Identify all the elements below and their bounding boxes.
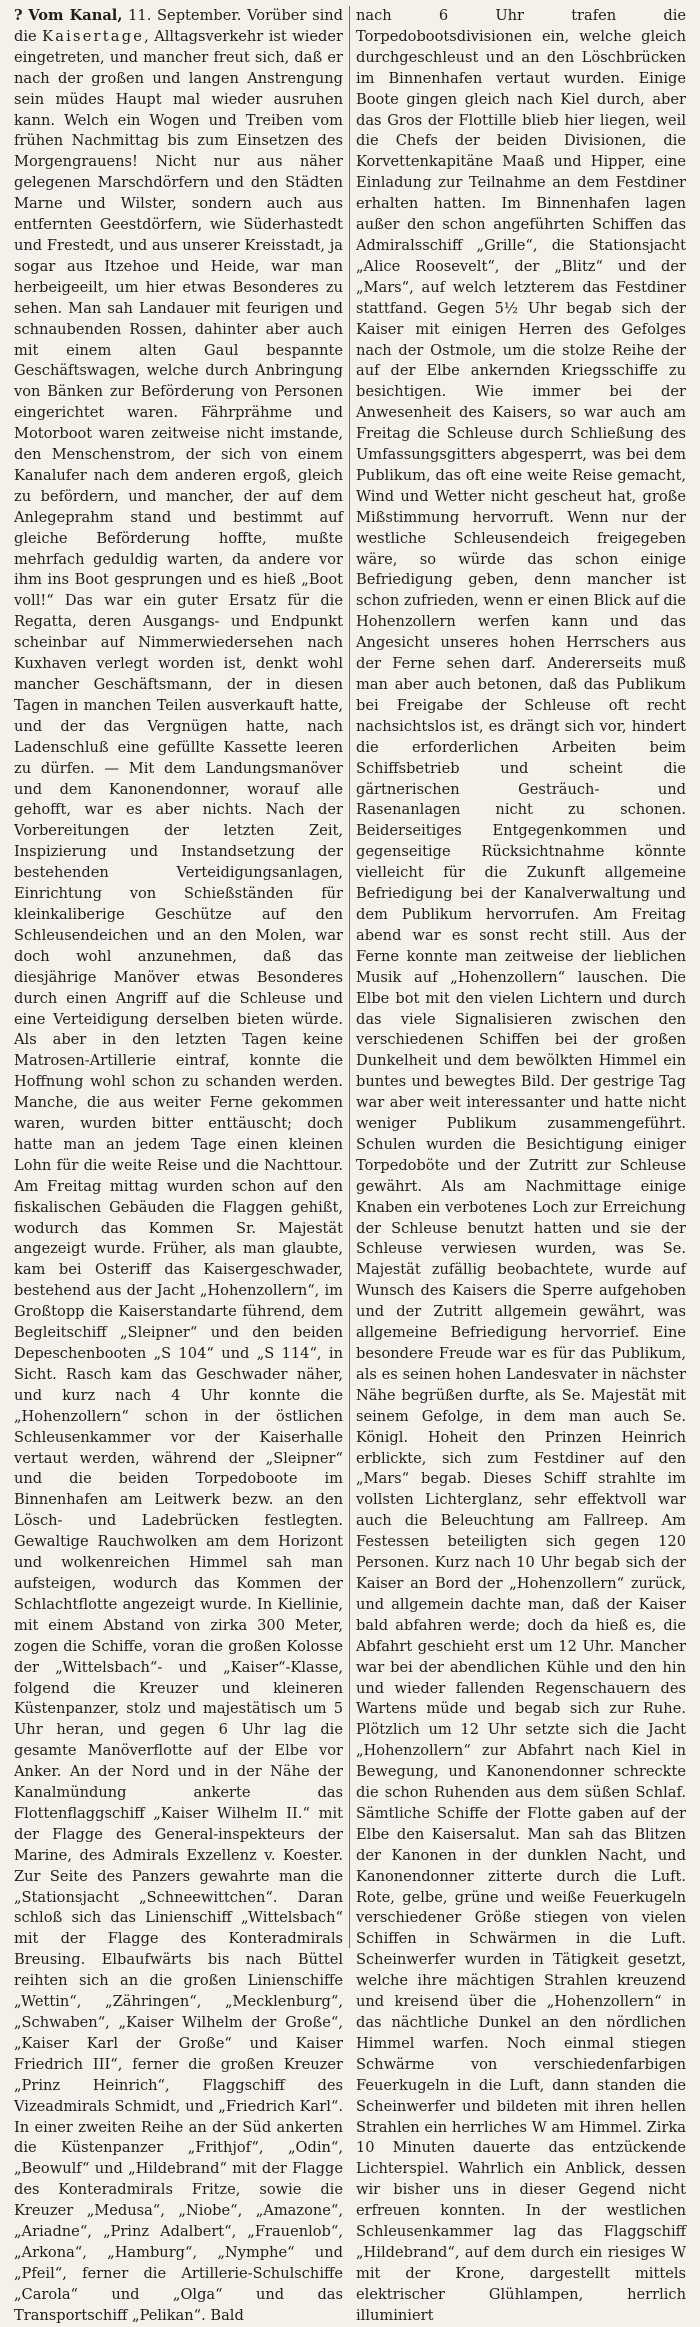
article-headline: Vom Kanal, xyxy=(28,7,123,24)
article-mark: ? xyxy=(14,7,23,24)
article-paragraph-right: nach 6 Uhr trafen die Torpedobootsdivisionen ein, welche gleich durchgeschleust und an den Löschbrücken im Binnenhafen vertaut wurden. Einige Boote gingen gleich nach Kiel durch, aber das Gros der Flottille blieb hier liegen, weil die Chefs der beiden Divisionen, die Korvettenkapitäne Maaß und Hipper, eine Einladung zur Teilnahme an dem Festdiner erhalten hatten. Im Binnenhafen lagen außer den schon angeführten Schiffen das Admiralsschiff „Grille“, die Stationsjacht „Alice Roosevelt“, der „Blitz“ und der „Mars“, auf welch letzterem das Festdiner stattfand. Gegen 5½ Uhr begab sich der Kaiser mit einigen Herren des Gefolges nach der Ostmole, um die stolze Reihe der auf der Elbe ankernden Kriegsschiffe zu besichtigen. Wie immer bei der Anwesenheit des Kaisers, so war auch am Freitag die Schleuse durch Schließung des Umfassungsgitters abgesperrt, was bei dem Publikum, das oft eine weite Reise gemacht, Wind und Wetter nicht gescheut hat, große Mißstimmung hervorruft. Wenn nur der westliche Schleusendeich freigegeben wäre, so würde das schon einige Befriedigung geben, denn mancher ist schon zufrieden, wenn er einen Blick auf die Hohenzollern werfen kann und das Angesicht unseres hohen Herrschers aus der Ferne sehen darf. Andererseits muß man aber auch betonen, daß das Publikum bei Freigabe der Schleuse oft recht nachsichtslos ist, es drängt sich vor, hindert die erforderlichen Arbeiten beim Schiffsbetrieb und scheint die gärtnerischen Gesträuch- und Rasenanlagen nicht zu schonen. Beiderseitiges Entgegenkommen und gegenseitige Rücksichtnahme könnte vielleicht für die Zukunft allgemeine Befriedigung bei der Kanalverwaltung und dem Publikum hervorrufen. Am Freitag abend war es sonst recht still. Aus der Ferne konnte man zeitweise der lieblichen Musik auf „Hohenzollern“ lauschen. Die Elbe bot mit den vielen Lichtern und durch das viele Signalisieren zwischen den verschiedenen Schiffen bei der großen Dunkelheit und dem bewölkten Himmel ein buntes und bewegtes Bild. Der gestrige Tag war aber weit interessanter und hatte nicht weniger Publikum zusammengeführt. Schulen wurden die Besichtigung einiger Torpedoböte und der Zutritt zur Schleuse gewährt. Als am Nachmittage einige Knaben ein verbotenes Loch zur Erreichung der Schleuse benutzt hatten und sie der Schleuse verwiesen wurden, was Se. Majestät zufällig beobachtete, wurde auf Wunsch des Kaisers die Sperre aufgehoben und der Zutritt allgemein gewährt, was allgemeine Befriedigung hervorrief. Eine besondere Freude war es für das Publikum, als es seinen hohen Landesvater in nächster Nähe begrüßen durfte, als Se. Majestät mit seinem Gefolge, in dem man auch Se. Königl. Hoheit den Prinzen Heinrich erblickte, sich zum Festdiner auf den „Mars“ begab. Dieses Schiff strahlte im vollsten Lichterglanz, sehr effektvoll war auch die Beleuchtung am Fallreep. Am Festessen beteiligten sich gegen 120 Personen. Kurz nach 10 Uhr begab sich der Kaiser an Bord der „Hohenzollern“ zurück, und allgemein dachte man, daß der Kaiser bald abfahren werde; doch da hieß es, die Abfahrt geschieht erst um 12 Uhr. Mancher war bei der abendlichen Kühle und den hin und wieder fallenden Regenschauern des Wartens müde und begab sich zur Ruhe. Plötzlich um 12 Uhr setzte sich die Jacht „Hohenzollern“ zur Abfahrt nach Kiel in Bewegung, und Kanonendonner schreckte die schon Ruhenden aus dem süßen Schlaf. Sämtliche Schiffe der Flotte gaben auf der Elbe den Kaisersalut. Man sah das Blitzen der Kanonen in der dunklen Nacht, und Kanonendonner zitterte durch die Luft. Rote, gelbe, grüne und weiße Feuerkugeln verschiedener Größe stiegen von vielen Schiffen in Schwärmen in die Luft. Scheinwerfer wurden in Tätigkeit gesetzt, welche ihre mächtigen Strahlen kreuzend und kreisend über die „Hohenzollern“ in das nächtliche Dunkel an den nördlichen Himmel warfen. Noch einmal stiegen Schwärme von verschiedenfarbigen Feuerkugeln in die Luft, dann standen die Scheinwerfer und bildeten mit ihren hellen Strahlen ein herrliches W am Himmel. Zirka 10 Minuten dauerte das entzückende Lichterspiel. Wahrlich ein Anblick, dessen wir bisher uns in dieser Gegend nicht erfreuen konnten. In der westlichen Schleusenkammer lag das Flaggschiff „Hildebrand“, auf dem durch ein riesiges W mit der Krone, dargestellt mittels elektrischer Glühlampen, herrlich illuminiert xyxy=(356,7,687,2324)
article-date: 11. September. xyxy=(128,7,242,24)
article-intro: Vorüber sind die xyxy=(14,7,344,45)
column-right xyxy=(350,6,692,2324)
column-left xyxy=(8,6,350,2324)
spaced-word: Kaisertage xyxy=(42,27,145,45)
article-paragraph-left xyxy=(14,6,343,2327)
article-text-left: , Alltagsverkehr ist wieder eingetreten, und mancher freut sich, daß er nach der großen und langen Anstrengung sein müdes Haupt mal wieder ausruhen kann. Welch ein Wogen und Treiben vom frühen Nachmittag bis zum Einsetzen des Morgengrauens! Nicht nur aus näher gelegenen Marschdörfern und den Städten Marne und Wilster, sondern auch aus entfernten Geestdörfern, wie Süderhastedt und Frestedt, und aus unserer Kreisstadt, ja sogar aus Itzehoe und Heide, war man herbeigeeilt, um hier etwas Besonderes zu sehen. Man sah Landauer mit feurigen und schnaubenden Rossen, dahinter aber auch mit einem alten Gaul bespannte Geschäftswagen, welche durch Anbringung von Bänken zur Beförderung von Personen eingerichtet waren. Fährprähme und Motorboot waren zeitweise nicht imstande, den Menschenstrom, der sich von einem Kanalufer nach dem anderen ergoß, gleich zu befördern, und mancher, der auf dem Anlegeprahm stand und bestimmt auf gleiche Beförderung hoffte, mußte mehrfach geduldig warten, da andere vor ihm ins Boot gesprungen und es hieß „Boot voll!“ Das war ein guter Ersatz für die Regatta, deren Ausgangs- und Endpunkt scheinbar auf Nimmerwiedersehen nach Kuxhaven verlegt worden ist, denkt wohl mancher Geschäftsmann, der in diesen Tagen in manchen Teilen ausverkauft hatte, und der das Vergnügen hatte, nach Ladenschluß eine gefüllte Kassette leeren zu dürfen. — Mit dem Landungsmanöver und dem Kanonendonner, worauf alle gehofft, war es aber nichts. Nach der Vorbereitungen der letzten Zeit, Inspizierung und Instandsetzung der bestehenden Verteidigungsanlagen, Einrichtung von Schießständen für kleinkaliberige Geschütze auf den Schleusendeichen und an den Molen, war doch wohl anzunehmen, daß das diesjährige Manöver etwas Besonderes durch einen Angriff auf die Schleuse und eine Verteidigung derselben bieten würde. Als aber in den letzten Tagen keine Matrosen-Artillerie eintraf, konnte die Hoffnung wohl schon zu schanden werden. Manche, die aus weiter Ferne gekommen waren, wurden bitter enttäuscht; doch hatte man an jedem Tage einen kleinen Lohn für die weite Reise und die Nachttour. Am Freitag mittag wurden schon auf den fiskalischen Gebäuden die Flaggen gehißt, wodurch das Kommen Sr. Majestät angezeigt wurde. Früher, als man glaubte, kam bei Osteriff das Kaisergeschwader, bestehend aus der Jacht „Hohenzollern“, im Großtopp die Kaiserstandarte führend, dem Begleitschiff „Sleipner“ und den beiden Depeschenbooten „S 104“ und „S 114“, in Sicht. Rasch kam das Geschwader näher, und kurz nach 4 Uhr konnte die „Hohenzollern“ schon in der östlichen Schleusenkammer vor der Kaiserhalle vertaut werden, während der „Sleipner“ und die beiden Torpedoboote im Binnenhafen am Leitwerk bezw. an den Lösch- und Ladebrücken festlegten. Gewaltige Rauchwolken am dem Horizont und wolkenreichen Himmel sah man aufsteigen, wodurch das Kommen der Schlachtflotte angezeigt wurde. In Kiellinie, mit einem Abstand von zirka 300 Meter, zogen die Schiffe, voran die großen Kolosse der „Wittelsbach“- und „Kaiser“-Klasse, folgend die Kreuzer und kleineren Küstenpanzer, stolz und majestätisch um 5 Uhr heran, und gegen 6 Uhr lag die gesamte Manöverflotte auf der Elbe vor Anker. An der Nord und in der Nähe der Kanalmündung ankerte das Flottenflaggschiff „Kaiser Wilhelm II.“ mit der Flagge des General-inspekteurs der Marine, des Admirals Exzellenz v. Koester. Zur Seite des Panzers gewahrte man die „Stationsjacht „Schneewittchen“. Daran schloß sich das Linienschiff „Wittelsbach“ mit der Flagge des Konteradmirals Breusing. Elbaufwärts bis nach Büttel reihten sich an die großen Linienschiffe „Wettin“, „Zähringen“, „Mecklenburg“, „Schwaben“, „Kaiser Wilhelm der Große“, „Kaiser Karl der Große“ und Kaiser Friedrich III“, ferner die großen Kreuzer „Prinz Heinrich“, Flaggschiff des Vizeadmirals Schmidt, und „Friedrich Karl“. In einer zweiten Reihe an der Süd ankerten die Küstenpanzer „Frithjof“, „Odin“, „Beowulf“ und „Hildebrand“ mit der Flagge des Konteradmirals Fritze, sowie die Kreuzer „Medusa“, „Niobe“, „Amazone“, „Ariadne“, „Prinz Adalbert“, „Frauenlob“, „Arkona“, „Hamburg“, „Nymphe“ und „Pfeil“, ferner die Artillerie-Schulschiffe „Carola“ und „Olga“ und das Transportschiff „Pelikan“. Bald xyxy=(14,27,343,2324)
